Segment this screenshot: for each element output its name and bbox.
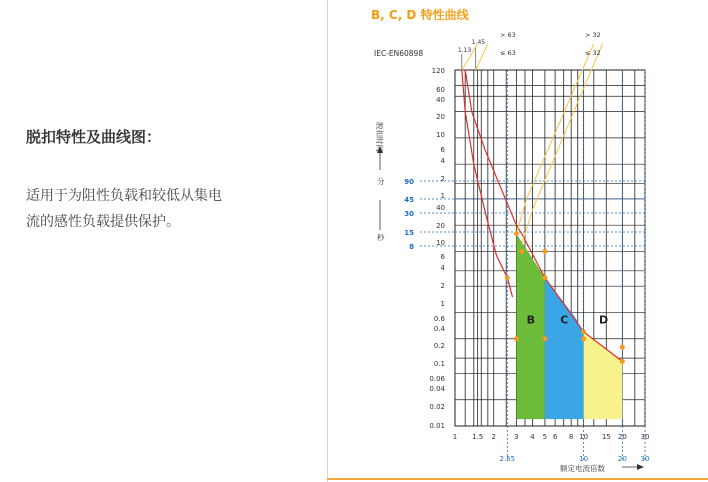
minutes-unit-label: 分 [377,177,385,186]
y-minute-tick: 60 [436,86,445,94]
x-marker-label: 20 [617,455,627,463]
limit-line-2 [476,44,488,70]
description-line-1: 适用于为阻性负载和较低从集电 [26,188,222,204]
x-marker-label: 30 [640,455,650,463]
y-second-tick: 6 [440,253,445,261]
y-second-tick: 0.01 [429,422,445,430]
section-title: 脱扣特性及曲线图： [26,128,162,146]
y-second-tick: 0.6 [433,315,445,323]
x-tick-label: 15 [601,433,611,441]
y-minute-tick: 10 [436,131,445,139]
y-second-tick: 0.4 [433,325,445,333]
y-minute-tick: 120 [431,67,445,75]
x-marker-label: 2.55 [499,455,516,463]
x-axis-title: 额定电流倍数 [560,464,605,473]
curve-marker [514,231,519,236]
x-tick-label: 4 [530,433,535,441]
y-minute-tick: 2 [440,175,445,183]
x-tick-label: 1.5 [472,433,484,441]
y-minute-tick: 40 [436,96,445,104]
y-second-tick: 0.2 [433,342,445,350]
y-second-tick: 4 [440,264,445,272]
current-label-le63: ≤ 63 [500,49,516,57]
curve-marker [519,249,524,254]
curve-marker [542,249,547,254]
chart-standard-label: IEC-EN60898 [374,49,424,58]
top-marker-label: 1.45 [471,39,486,46]
x-tick-label: 6 [552,433,558,441]
x-tick-label: 3 [514,433,519,441]
y-second-tick: 2 [440,282,445,290]
y-second-tick: 0.1 [433,360,445,368]
x-tick-label: 1 [452,433,458,441]
curve-marker [581,329,586,334]
curve-marker [620,359,625,364]
y-second-tick: 10 [436,239,445,247]
blue-time-label: 8 [409,243,414,251]
top-marker-label: 1.13 [457,47,472,54]
current-label-gt32: > 32 [585,31,601,39]
seconds-unit-label: 秒 [377,233,385,242]
curve-marker [505,275,510,280]
blue-time-label: 90 [404,178,414,186]
y-second-tick: 20 [436,222,445,230]
y-second-tick: 0.06 [429,375,445,383]
band-D [584,332,623,419]
x-axis-arrow-head [637,464,644,470]
band-label-D: D [598,313,609,327]
y-minute-tick: 20 [436,113,445,121]
x-tick-label: 30 [640,433,650,441]
y-second-tick: 1 [440,300,445,308]
curve-marker [620,345,625,350]
band-label-C: C [560,313,569,327]
blue-time-label: 30 [404,210,414,218]
x-tick-label: 5 [542,433,548,441]
blue-time-label: 45 [404,196,414,204]
x-tick-label: 10 [579,433,589,441]
x-tick-label: 20 [617,433,627,441]
description-line-2: 流的感性负载提供保护。 [26,214,180,230]
y-second-tick: 0.04 [429,385,445,393]
curve-marker [581,336,586,341]
x-marker-label: 10 [579,455,589,463]
limit-line-4 [522,44,603,245]
band-label-B: B [526,313,536,327]
time-axis-label: 脱扣时间 [375,122,384,152]
y-second-tick: 0.02 [429,403,445,411]
y-minute-tick: 1 [440,192,445,200]
blue-time-label: 15 [404,229,414,237]
y-minute-tick: 4 [440,157,445,165]
current-label-le32: ≤ 32 [585,49,601,57]
y-second-tick: 40 [436,204,445,212]
curve-marker [514,336,519,341]
curve-marker [542,336,547,341]
current-label-gt63: > 63 [500,31,516,39]
x-tick-label: 8 [568,433,574,441]
x-tick-label: 2 [491,433,496,441]
curve-marker [542,275,547,280]
chart-title: B, C, D 特性曲线 [371,8,469,22]
y-minute-tick: 6 [440,146,445,154]
